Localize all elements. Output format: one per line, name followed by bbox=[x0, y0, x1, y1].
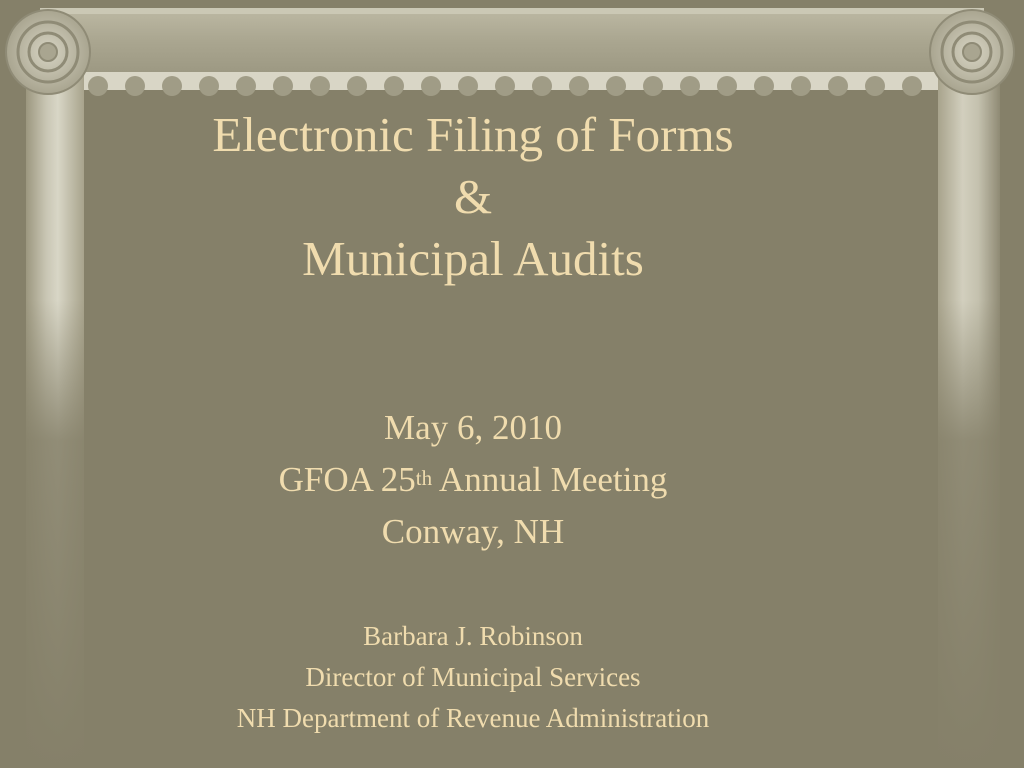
event-date: May 6, 2010 bbox=[384, 408, 562, 447]
event-info bbox=[84, 402, 862, 558]
right-volute-icon bbox=[930, 10, 1014, 94]
presenter-title: Director of Municipal Services bbox=[305, 662, 641, 692]
capital-bar bbox=[40, 8, 984, 74]
title-ampersand: & bbox=[453, 169, 493, 224]
title-line-1: Electronic Filing of Forms bbox=[212, 107, 734, 162]
slide-title bbox=[84, 104, 862, 290]
meeting-ordinal: th bbox=[415, 466, 433, 490]
event-location: Conway, NH bbox=[381, 512, 565, 551]
egg-and-dart-molding bbox=[88, 76, 922, 96]
meeting-suffix: Annual Meeting bbox=[432, 460, 668, 499]
left-column-shadow bbox=[24, 300, 84, 768]
presenter-info bbox=[84, 616, 862, 739]
ionic-capital bbox=[0, 0, 1024, 100]
event-meeting bbox=[84, 454, 862, 506]
presenter-organization: NH Department of Revenue Administration bbox=[236, 703, 710, 733]
right-column-shadow bbox=[938, 300, 1002, 768]
meeting-prefix: GFOA 25 bbox=[278, 460, 416, 499]
left-volute-icon bbox=[6, 10, 90, 94]
presenter-name: Barbara J. Robinson bbox=[363, 621, 583, 651]
title-line-3: Municipal Audits bbox=[302, 231, 644, 286]
